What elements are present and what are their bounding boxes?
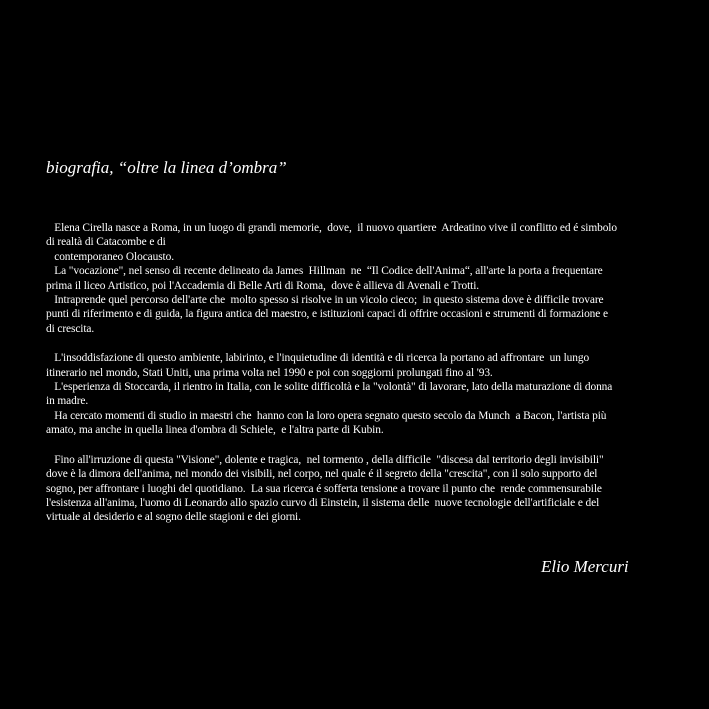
text-line: L'esperienza di Stoccarda, il rientro in Italia, con le solite difficoltà e la "volontà" di lavorare, lato della maturazione di donna (46, 381, 613, 394)
text-line: La "vocazione", nel senso di recente delineato da James Hillman ne “Il Codice dell'Anima“, all'arte la porta a frequentare (46, 265, 603, 278)
text-line: di realtà di Catacombe e di (46, 236, 166, 249)
paragraph-3 (46, 453, 660, 525)
text-line: L'insoddisfazione di questo ambiente, labirinto, e l'inquietudine di identità e di ricerca la portano ad affrontare un lungo (46, 352, 590, 365)
text-line: dove è la dimora dell'anima, nel mondo dei visibili, nel corpo, nel quale é il segreto della "crescita", con il solo supporto del (46, 468, 598, 481)
text-line: in madre. (46, 395, 89, 408)
author-signature: Elio Mercuri (541, 557, 629, 576)
text-line: amato, ma anche in quella linea d'ombra di Schiele, e l'altra parte di Kubin. (46, 424, 384, 437)
text-line: Intraprende quel percorso dell'arte che molto spesso si risolve in un vicolo cieco; in questo sistema dove è difficile trovare (46, 294, 604, 307)
paragraph-2 (46, 351, 660, 437)
text-line: Fino all'irruzione di questa "Visione", dolente e tragica, nel tormento , della difficile "discesa dal territorio degli invisibili" (46, 453, 604, 466)
text-line: Ha cercato momenti di studio in maestri che hanno con la loro opera segnato questo secolo da Munch a Bacon, l'artista più (46, 409, 607, 422)
text-line: sogno, per affrontare i luoghi del quotidiano. La sua ricerca é sofferta tensione a trovare il punto che rende commensurabile (46, 482, 602, 495)
text-line: itinerario nel mondo, Stati Uniti, una prima volta nel 1990 e poi con soggiorni prolungati fino al '93. (46, 366, 493, 379)
text-line: di crescita. (46, 322, 95, 335)
text-line: Elena Cirella nasce a Roma, in un luogo di grandi memorie, dove, il nuovo quartiere Ardeatino vive il conflitto ed é simbolo (46, 222, 617, 234)
text-line: virtuale al desiderio e al sogno delle stagioni e dei giorni. (46, 511, 301, 524)
text-line: contemporaneo Olocausto. (46, 250, 174, 263)
paragraph-1 (46, 221, 660, 336)
text-line: punti di riferimento e di guida, la figura antica del maestro, e istituzioni capaci di offrire occasioni e strumenti di formazione e (46, 308, 608, 321)
text-line: prima il liceo Artistico, poi l'Accademia di Belle Arti di Roma, dove è allieva di Avenali e Trotti. (46, 279, 480, 292)
page-title: biografia, “oltre la linea d’ombra” (46, 158, 287, 177)
biography-text (46, 221, 660, 540)
text-line: l'esistenza all'anima, l'uomo di Leonardo allo spazio curvo di Einstein, il sistema delle nuove tecnologie dell'artificiale e del (46, 496, 600, 509)
